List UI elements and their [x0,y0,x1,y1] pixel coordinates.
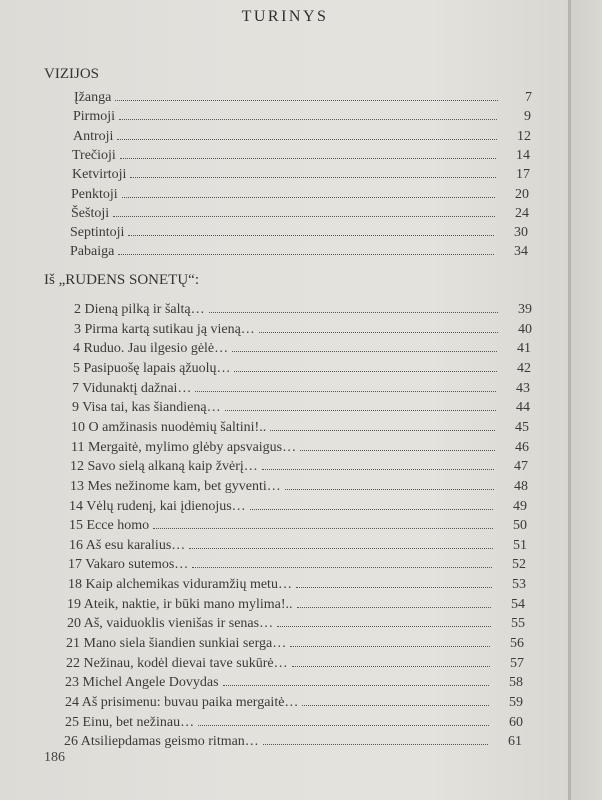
toc-entry-page: 59 [509,695,523,710]
toc-entry-title: 16 Aš esu karalius… [69,537,186,553]
toc-entry-page: 61 [508,734,522,750]
toc-entry [67,595,525,614]
toc-entry [74,300,532,319]
dot-leader [195,379,496,392]
dot-leader [292,654,490,667]
toc-entry-title: Trečioji [72,147,116,163]
toc-entry-title: 20 Aš, vaiduoklis vienišas ir senas… [67,616,274,632]
toc-entry-page: 49 [513,498,527,514]
toc-entry-title: 12 Savo sielą alkaną kaip žvėrį… [70,459,258,475]
toc-entry-page: 44 [516,400,530,416]
toc-entry [72,379,530,398]
toc-entry [70,477,528,496]
toc-entry-title: Septintoji [70,225,125,241]
toc-entry [72,165,530,184]
toc-entry [69,516,527,535]
toc-entry-title: 25 Einu, bet nežinau… [65,714,195,730]
toc-entry-page: 50 [513,518,527,534]
dot-leader [223,673,489,686]
toc-entry-title: Penktoji [71,186,118,202]
toc-entry-page: 48 [514,478,528,494]
dot-leader [153,516,493,529]
dot-leader [263,732,488,745]
page-number: 186 [44,750,65,765]
section-heading-rudens-sonetu: Iš „RUDENS SONETŲ“: [44,272,199,288]
toc-entry [72,146,530,165]
dot-leader [300,438,495,451]
toc-entry-page: 9 [524,109,531,125]
toc-entry [73,107,531,126]
toc-entry-title: 21 Mano siela šiandien sunkiai serga… [66,636,287,652]
toc-entry-title: 13 Mes nežinome kam, bet gyventi… [70,478,281,494]
toc-entry-title: 24 Aš prisimenu: buvau paika mergaitė… [65,695,299,710]
toc-entry [71,204,529,223]
toc-entry-title: 26 Atsiliepdamas geismo ritman… [64,734,259,750]
toc-entry-title: 10 O amžinasis nuodėmių šaltini!.. [71,419,267,435]
toc-entry-title: 14 Vėlų rudenį, kai įdienojus… [69,498,246,514]
toc-entry-page: 34 [514,244,528,260]
page-title: TURINYS [241,8,329,25]
toc-entry-page: 30 [514,225,528,241]
toc-entry-page: 46 [515,439,529,455]
toc-entry-page: 51 [513,537,527,553]
dot-leader [209,300,498,313]
toc-entry-title: Pirmoji [73,109,116,125]
toc-entry [74,88,532,107]
dot-leader [189,536,493,549]
toc-entry-title: Įžanga [74,90,112,105]
dot-leader [259,320,498,333]
toc-entry-page: 20 [515,186,529,202]
toc-entry [67,614,525,633]
toc-entry [69,497,527,516]
dot-leader [270,418,495,431]
dot-leader [118,242,494,255]
toc-entry-title: 22 Nežinau, kodėl dievai tave sukūrė… [66,655,288,671]
dot-leader [117,127,497,140]
toc-entry-page: 12 [517,128,531,144]
dot-leader [113,204,495,217]
toc-entry-page: 24 [515,205,529,221]
toc-entry-title: 23 Michel Angele Dovydas [65,675,219,691]
toc-entry [65,713,523,732]
toc-entry [73,127,531,146]
toc-entry-title: 18 Kaip alchemikas viduramžių metu… [68,577,292,593]
toc-entry-page: 56 [510,636,524,652]
toc-entry [71,438,529,457]
toc-entry [69,536,527,555]
dot-leader [277,614,491,627]
toc-entry-title: 5 Pasipuošę lapais ąžuolų… [73,360,231,376]
dot-leader [302,693,489,706]
dot-leader [115,88,498,101]
toc-entry-title: Šeštoji [71,205,110,221]
toc-entry-title: Antroji [73,128,114,144]
dot-leader [234,359,497,372]
toc-entry-title: 2 Dieną pilką ir šaltą… [74,302,205,317]
toc-entry-title: 4 Ruduo. Jau ilgesio gėlė… [73,341,229,357]
toc-entry-page: 43 [516,380,530,396]
toc-entry-page: 42 [517,360,531,376]
dot-leader [232,339,497,352]
toc-entry-title: Ketvirtoji [72,167,127,183]
toc-entry-page: 47 [514,459,528,475]
toc-entry [71,185,529,204]
dot-leader [262,457,494,470]
toc-entry [73,359,531,378]
toc-entry [70,242,528,261]
facing-page-edge [571,0,602,800]
toc-entry-title: 19 Ateik, naktie, ir būki mano mylima!.. [67,596,293,612]
toc-entry-page: 14 [516,147,530,163]
toc-entry-title: 3 Pirma kartą sutikau ją vieną… [74,321,255,337]
toc-entry-title: 11 Mergaitė, mylimo glėby apsvaigus… [71,439,297,455]
toc-entry [65,673,523,692]
toc-entry-page: 58 [509,675,523,691]
toc-entry-page: 55 [511,616,525,632]
toc-entry [66,634,524,653]
dot-leader [128,223,494,236]
toc-entry [71,418,529,437]
toc-entry-page: 7 [525,90,532,105]
toc-entry [73,339,531,358]
dot-leader [250,497,493,510]
dot-leader [119,107,497,120]
dot-leader [296,575,492,588]
dot-leader [192,555,492,568]
toc-entry-page: 39 [518,302,532,317]
toc-entry [68,575,526,594]
toc-entry [70,223,528,242]
toc-entry-page: 53 [512,577,526,593]
toc-entry [72,398,530,417]
toc-entry-title: 9 Visa tai, kas šiandieną… [72,400,221,416]
dot-leader [130,165,496,178]
toc-entry-title: 15 Ecce homo [69,518,150,534]
toc-entry-page: 57 [510,655,524,671]
dot-leader [285,477,494,490]
toc-entry [68,555,526,574]
dot-leader [290,634,490,647]
dot-leader [198,713,489,726]
toc-entry-title: Pabaiga [70,244,115,260]
section-heading-vizijos: VIZIJOS [44,66,99,82]
toc-entry-title: 7 Vidunaktį dažnai… [72,380,192,396]
toc-entry-title: 17 Vakaro sutemos… [68,557,189,573]
toc-entry-page: 40 [518,321,532,337]
toc-entry [64,732,522,751]
toc-entry-page: 41 [517,341,531,357]
dot-leader [225,398,496,411]
dot-leader [297,595,491,608]
toc-entry-page: 54 [511,596,525,612]
toc-entry-page: 52 [512,557,526,573]
toc-entry [74,320,532,339]
toc-entry-page: 45 [515,419,529,435]
dot-leader [120,146,496,159]
toc-entry-page: 17 [516,167,530,183]
toc-entry-page: 60 [509,714,523,730]
toc-entry [66,654,524,673]
toc-entry [65,693,523,712]
toc-entry [70,457,528,476]
dot-leader [122,185,495,198]
